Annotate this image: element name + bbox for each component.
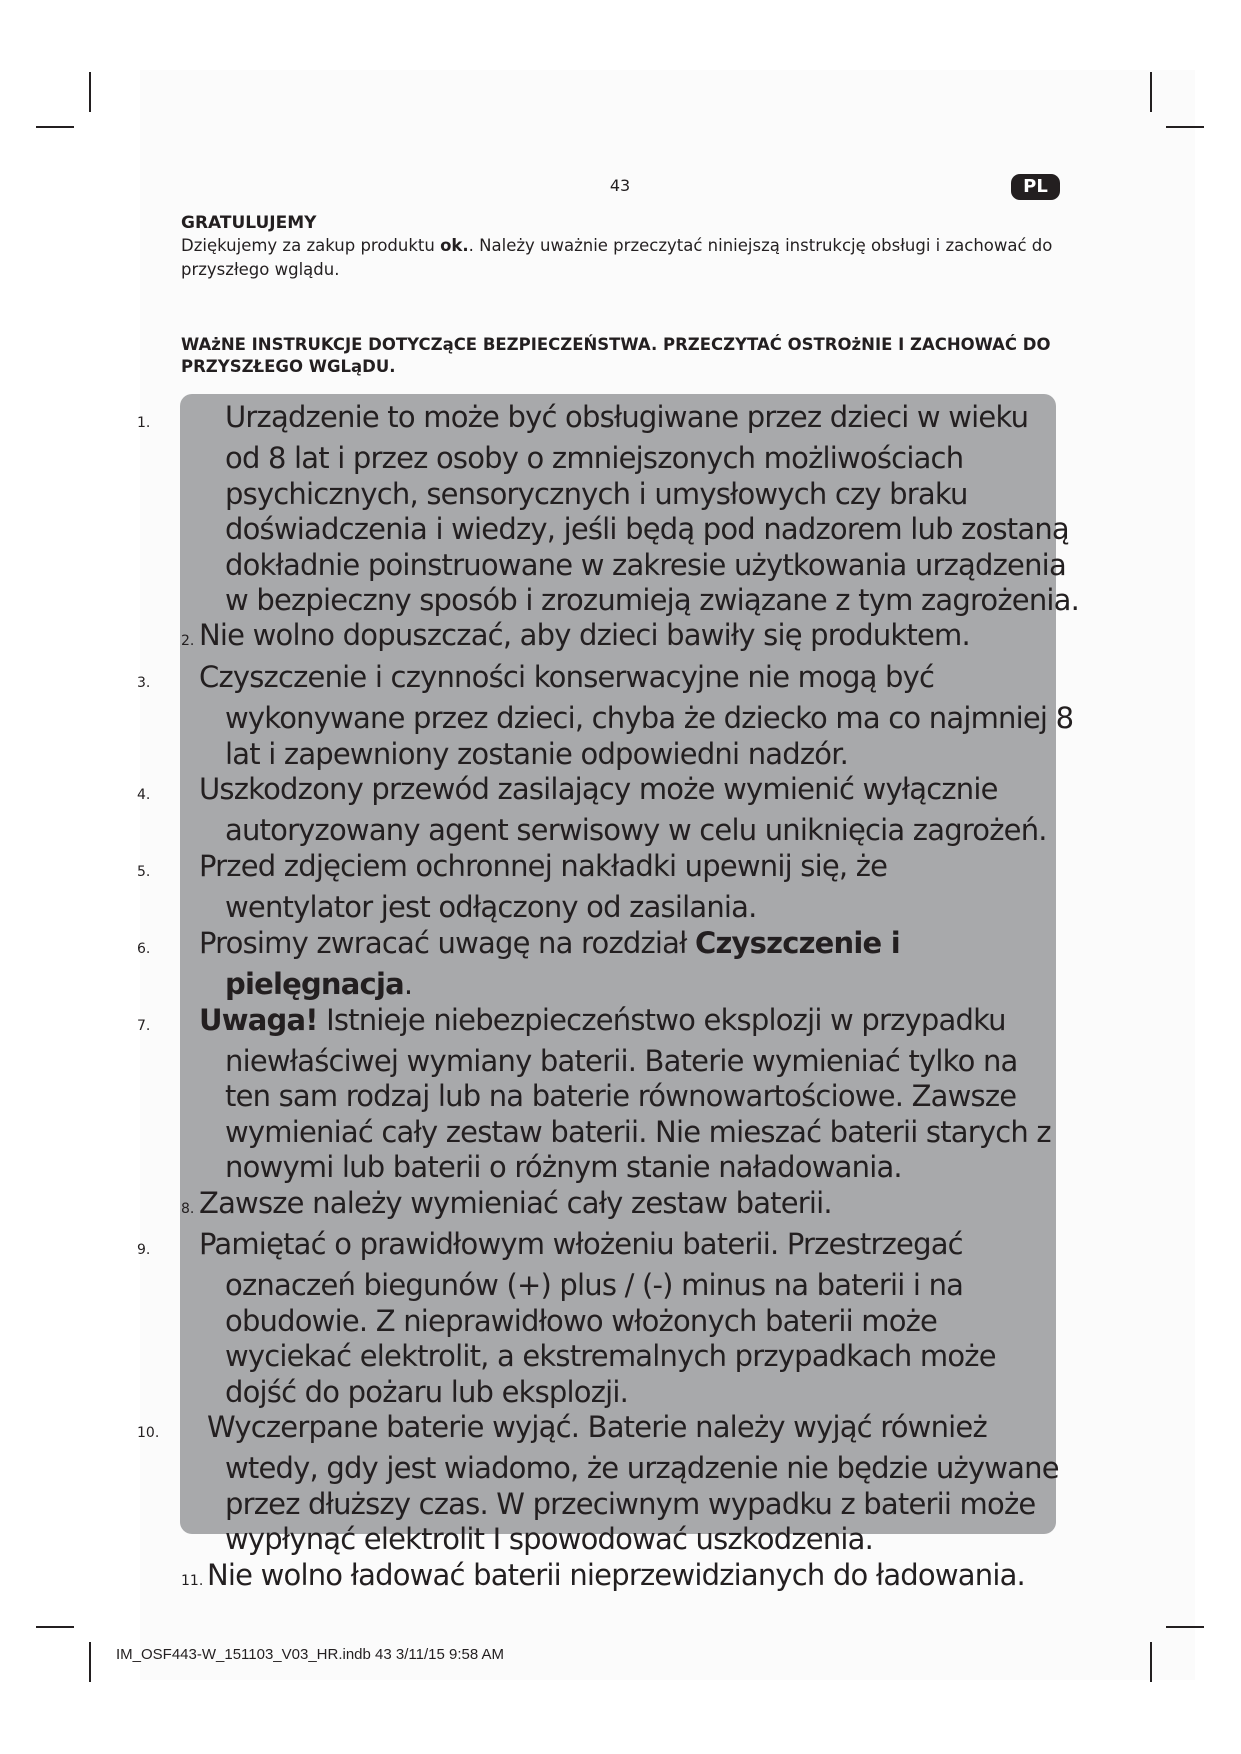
safety-item-1	[137, 400, 1080, 618]
crop-mark-top-right-v	[1150, 72, 1152, 112]
item-line: dojść do pożaru lub eksplozji.	[225, 1374, 629, 1409]
safety-item-4	[137, 772, 1061, 849]
item-line: przez dłuższy czas. W przeciwnym wypadku z baterii może	[225, 1486, 1036, 1521]
crop-mark-bottom-right-v	[1150, 1642, 1152, 1682]
item-line: niewłaściwej wymiany baterii. Baterie wymieniać tylko na	[225, 1043, 1018, 1078]
item-line: wymieniać cały zestaw baterii. Nie mieszać baterii starych z	[225, 1114, 1051, 1149]
item-text: Prosimy zwracać uwagę na rozdział	[199, 925, 695, 960]
intro-body-start: Dziękujemy za zakup produktu	[181, 236, 441, 255]
crop-mark-top-left-h	[36, 126, 74, 128]
item-line: Nie wolno dopuszczać, aby dzieci bawiły się produktem.	[199, 618, 970, 653]
item-number: 6.	[137, 940, 151, 957]
item-line: nowymi lub baterii o różnym stanie naładowania.	[225, 1150, 902, 1185]
item-number: 3.	[137, 674, 151, 691]
item-line: Urządzenie to może być obsługiwane przez dzieci w wieku	[225, 400, 1029, 434]
item-text: .	[403, 967, 413, 1002]
brand-name: ok.	[440, 236, 469, 255]
safety-item-6	[137, 925, 1061, 1003]
safety-heading: WAżNE INSTRUKCJE DOTYCZąCE BEZPIECZEŃSTWA. PRZECZYTAĆ OSTROżNIE I ZACHOWAĆ DO PRZYSZŁEGO WGLąDU.	[181, 335, 1051, 376]
item-line: w bezpieczny sposób i zrozumieją związane z tym zagrożenia.	[225, 583, 1080, 618]
safety-item-8	[181, 1186, 1061, 1227]
item-number: 11.	[181, 1572, 204, 1589]
item-line: Nie wolno ładować baterii nieprzewidzianych do ładowania.	[207, 1557, 1025, 1592]
item-line: wtedy, gdy jest wiadomo, że urządzenie nie będzie używane	[225, 1451, 1059, 1486]
crop-mark-bottom-left-v	[89, 1642, 91, 1682]
item-line: wypłynąć elektrolit I spowodować uszkodzenia.	[225, 1522, 874, 1557]
item-number: 10.	[137, 1424, 160, 1441]
intro-body	[181, 234, 1061, 282]
item-line: psychicznych, sensorycznych i umysłowych czy braku	[225, 476, 968, 511]
intro-heading: GRATULUJEMY	[181, 213, 317, 233]
safety-item-10	[137, 1409, 1061, 1558]
item-line: obudowie. Z nieprawidłowo włożonych baterii może	[225, 1303, 938, 1338]
item-line: Pamiętać o prawidłowym włożeniu baterii. Przestrzegać	[199, 1226, 963, 1261]
safety-item-9	[137, 1226, 1061, 1410]
crop-mark-bottom-right-h	[1166, 1626, 1204, 1628]
item-line: Uszkodzony przewód zasilający może wymienić wyłącznie	[199, 772, 998, 807]
item-line: doświadczenia i wiedzy, jeśli będą pod nadzorem lub zostaną	[225, 512, 1069, 547]
safety-item-11	[181, 1558, 1061, 1599]
crop-mark-top-right-h	[1166, 126, 1204, 128]
item-line: lat i zapewniony zostanie odpowiedni nadzór.	[225, 736, 849, 771]
item-line: Czyszczenie i czynności konserwacyjne nie mogą być	[199, 659, 935, 694]
item-line: wyciekać elektrolit, a ekstremalnych przypadkach może	[225, 1339, 996, 1374]
print-slug: IM_OSF443-W_151103_V03_HR.indb 43 3/11/15 9:58 AM	[116, 1646, 505, 1663]
item-line: Przed zdjęciem ochronnej nakładki upewnij się, że	[199, 848, 888, 883]
item-number: 1.	[137, 415, 151, 431]
item-line: Wyczerpane baterie wyjąć. Baterie należy wyjąć również	[207, 1409, 987, 1444]
item-line: Istnieje niebezpieczeństwo eksplozji w przypadku	[317, 1002, 1006, 1037]
chapter-reference: pielęgnacja	[225, 967, 404, 1002]
item-number: 8.	[181, 1200, 195, 1217]
item-line: od 8 lat i przez osoby o zmniejszonych możliwościach	[225, 441, 964, 476]
item-line: wykonywane przez dzieci, chyba że dziecko ma co najmniej 8	[225, 701, 1074, 736]
item-line: ten sam rodzaj lub na baterie równowartościowe. Zawsze	[225, 1079, 1017, 1114]
crop-mark-top-left-v	[89, 72, 91, 112]
item-number: 9.	[137, 1241, 151, 1258]
crop-mark-bottom-left-h	[36, 1626, 74, 1628]
item-line: autoryzowany agent serwisowy w celu uniknięcia zagrożeń.	[225, 813, 1047, 848]
safety-item-5	[137, 848, 1061, 926]
warning-label: Uwaga!	[199, 1002, 318, 1037]
chapter-reference: Czyszczenie i	[695, 925, 900, 960]
intro-section	[181, 212, 1061, 282]
item-number: 7.	[137, 1017, 151, 1034]
language-badge: PL	[1011, 174, 1060, 200]
intro-body-end: . Należy uważnie przeczytać niniejszą instrukcję obsługi i zachować do przyszłego wglądu.	[181, 236, 1053, 279]
item-line: Zawsze należy wymieniać cały zestaw baterii.	[199, 1185, 832, 1220]
item-line: wentylator jest odłączony od zasilania.	[225, 890, 757, 925]
item-line: dokładnie poinstruowane w zakresie użytkowania urządzenia	[225, 547, 1066, 582]
item-line: oznaczeń biegunów (+) plus / (-) minus na baterii i na	[225, 1268, 964, 1303]
safety-item-2	[181, 618, 1061, 659]
item-number: 4.	[137, 787, 151, 804]
safety-item-3	[137, 659, 1074, 772]
page-number: 43	[609, 176, 631, 195]
safety-item-7	[137, 1002, 1061, 1186]
item-number: 5.	[137, 863, 151, 880]
item-number: 2.	[181, 633, 195, 650]
safety-list	[137, 400, 1080, 1599]
